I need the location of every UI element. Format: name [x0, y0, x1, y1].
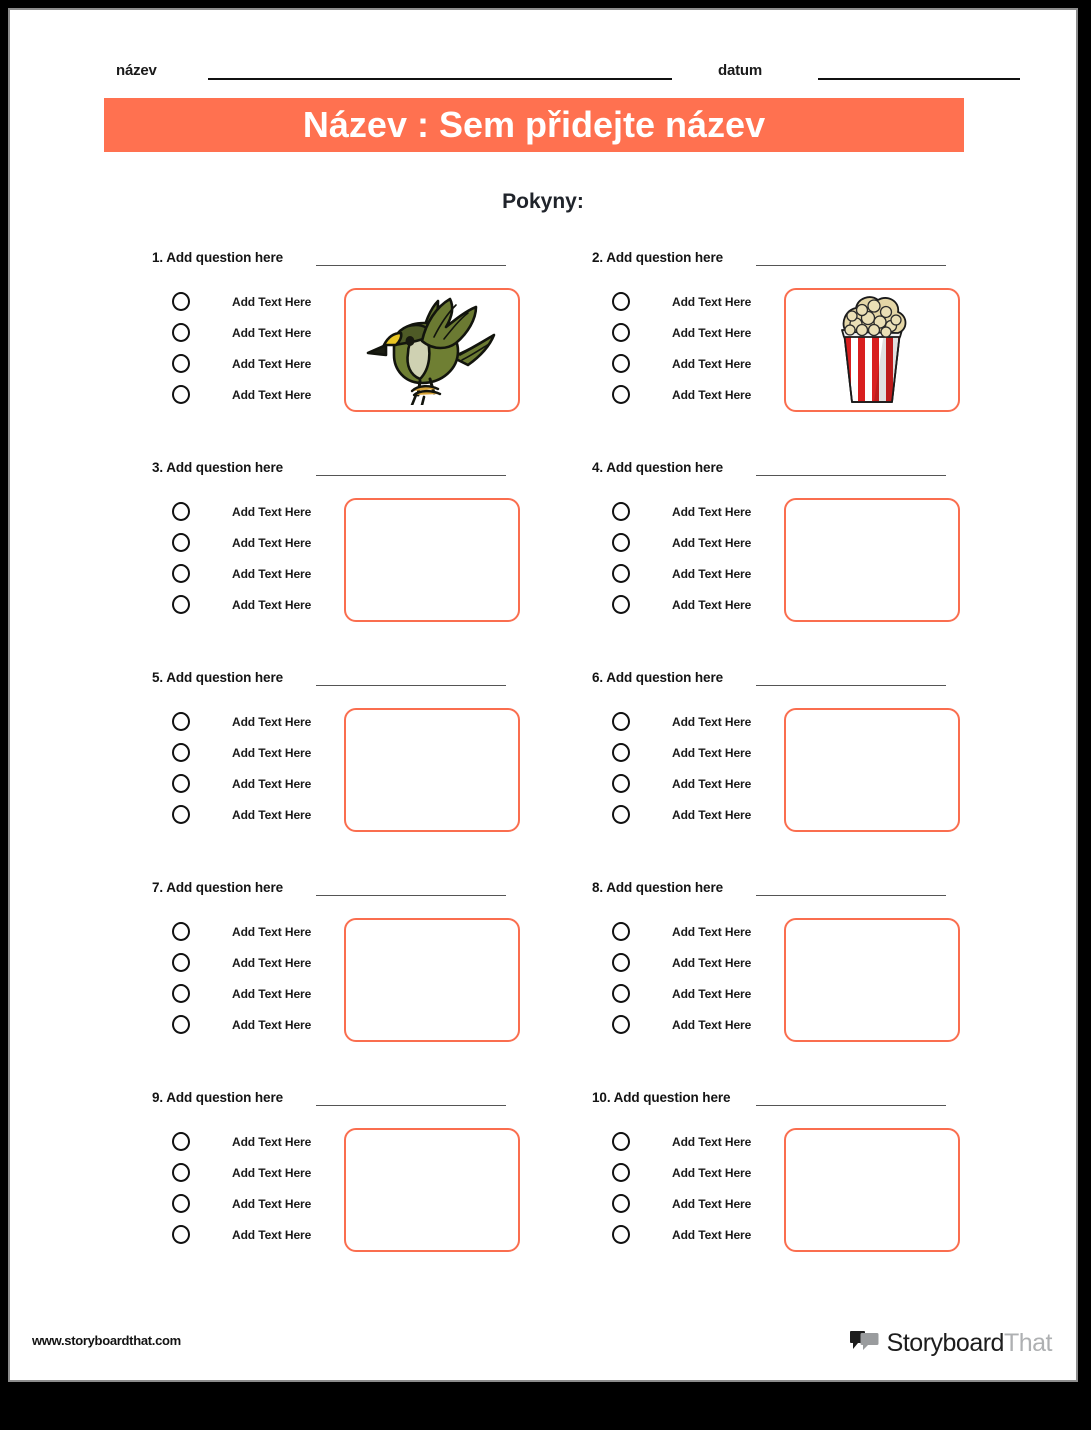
question-write-line[interactable]: [756, 475, 946, 476]
question-label: 5. Add question here: [152, 670, 284, 685]
answer-option-label: Add Text Here: [672, 777, 752, 791]
radio-circle-icon[interactable]: [172, 953, 190, 972]
question-row: [10, 452, 1076, 662]
question-header: [592, 460, 1032, 482]
answer-option-label: Add Text Here: [232, 1228, 312, 1242]
speech-bubbles-icon: [850, 1329, 880, 1358]
question-write-line[interactable]: [316, 265, 506, 266]
radio-circle-icon[interactable]: [612, 533, 630, 552]
question-block-7: [152, 872, 592, 1082]
answer-option-label: Add Text Here: [232, 715, 312, 729]
question-block-3: [152, 452, 592, 662]
question-block-1: [152, 242, 592, 452]
question-header: [592, 250, 1032, 272]
answer-option-label: Add Text Here: [232, 567, 312, 581]
radio-circle-icon[interactable]: [172, 922, 190, 941]
radio-circle-icon[interactable]: [172, 805, 190, 824]
question-block-6: [592, 662, 1032, 872]
radio-circle-icon[interactable]: [612, 984, 630, 1003]
answer-option-label: Add Text Here: [232, 956, 312, 970]
question-label: 10. Add question here: [592, 1090, 731, 1105]
answer-option-label: Add Text Here: [672, 388, 752, 402]
question-label: 2. Add question here: [592, 250, 724, 265]
question-block-2: [592, 242, 1032, 452]
answer-option-label: Add Text Here: [232, 925, 312, 939]
storyboardthat-logo[interactable]: [850, 1329, 1052, 1358]
radio-circle-icon[interactable]: [612, 743, 630, 762]
question-header: [152, 1090, 592, 1112]
footer-url[interactable]: www.storyboardthat.com: [32, 1333, 181, 1348]
question-write-line[interactable]: [316, 895, 506, 896]
answer-option-label: Add Text Here: [672, 956, 752, 970]
radio-circle-icon[interactable]: [612, 1225, 630, 1244]
question-label: 7. Add question here: [152, 880, 284, 895]
radio-circle-icon[interactable]: [612, 1015, 630, 1034]
name-label: název: [116, 62, 157, 79]
question-image-box[interactable]: [784, 288, 960, 412]
answer-option-label: Add Text Here: [232, 388, 312, 402]
answer-option-label: Add Text Here: [672, 326, 752, 340]
answer-option-label: Add Text Here: [672, 598, 752, 612]
radio-circle-icon[interactable]: [172, 1225, 190, 1244]
answer-option-label: Add Text Here: [232, 987, 312, 1001]
question-block-8: [592, 872, 1032, 1082]
question-header: [152, 670, 592, 692]
radio-circle-icon[interactable]: [172, 385, 190, 404]
logo-word-storyboard: Storyboard: [886, 1329, 1004, 1357]
question-label: 4. Add question here: [592, 460, 724, 475]
question-header: [592, 670, 1032, 692]
answer-option-label: Add Text Here: [672, 1018, 752, 1032]
question-row: [10, 1082, 1076, 1292]
name-date-row: [10, 58, 1076, 92]
question-header: [152, 460, 592, 482]
radio-circle-icon[interactable]: [172, 595, 190, 614]
question-row: [10, 872, 1076, 1082]
question-block-9: [152, 1082, 592, 1292]
questions-grid: [10, 242, 1076, 1292]
question-row: [10, 242, 1076, 452]
page-title: Název : Sem přidejte název: [302, 104, 766, 145]
answer-option-label: Add Text Here: [672, 808, 752, 822]
logo-wordmark: [887, 1331, 1052, 1356]
radio-circle-icon[interactable]: [612, 354, 630, 373]
answer-option-label: Add Text Here: [672, 1135, 752, 1149]
answer-option-label: Add Text Here: [232, 777, 312, 791]
question-header: [592, 880, 1032, 902]
radio-circle-icon[interactable]: [612, 595, 630, 614]
radio-circle-icon[interactable]: [172, 743, 190, 762]
answer-option-label: Add Text Here: [232, 295, 312, 309]
answer-image-box[interactable]: [784, 708, 960, 832]
answer-option-label: Add Text Here: [672, 987, 752, 1001]
question-write-line[interactable]: [756, 265, 946, 266]
answer-option-label: Add Text Here: [232, 536, 312, 550]
bird-illustration-svg: [364, 295, 500, 405]
radio-circle-icon[interactable]: [172, 564, 190, 583]
question-write-line[interactable]: [316, 1105, 506, 1106]
radio-circle-icon[interactable]: [612, 953, 630, 972]
answer-option-label: Add Text Here: [232, 1166, 312, 1180]
answer-image-box[interactable]: [784, 1128, 960, 1252]
answer-option-label: Add Text Here: [672, 505, 752, 519]
answer-option-label: Add Text Here: [672, 925, 752, 939]
radio-circle-icon[interactable]: [172, 533, 190, 552]
worksheet-page: [8, 8, 1078, 1382]
question-write-line[interactable]: [316, 475, 506, 476]
answer-option-label: Add Text Here: [232, 1018, 312, 1032]
answer-image-box[interactable]: [784, 498, 960, 622]
answer-option-label: Add Text Here: [672, 357, 752, 371]
answer-option-label: Add Text Here: [672, 567, 752, 581]
answer-option-label: Add Text Here: [672, 1166, 752, 1180]
question-row: [10, 662, 1076, 872]
answer-option-label: Add Text Here: [232, 505, 312, 519]
radio-circle-icon[interactable]: [172, 292, 190, 311]
answer-option-label: Add Text Here: [232, 357, 312, 371]
radio-circle-icon[interactable]: [612, 922, 630, 941]
radio-circle-icon[interactable]: [172, 774, 190, 793]
answer-option-label: Add Text Here: [232, 1197, 312, 1211]
answer-option-label: Add Text Here: [232, 808, 312, 822]
radio-circle-icon[interactable]: [612, 292, 630, 311]
radio-circle-icon[interactable]: [172, 1015, 190, 1034]
answer-image-box[interactable]: [784, 918, 960, 1042]
radio-circle-icon[interactable]: [612, 805, 630, 824]
answer-option-label: Add Text Here: [672, 1197, 752, 1211]
answer-option-label: Add Text Here: [672, 295, 752, 309]
radio-circle-icon[interactable]: [612, 1132, 630, 1151]
radio-circle-icon[interactable]: [172, 354, 190, 373]
radio-circle-icon[interactable]: [612, 323, 630, 342]
popcorn-illustration-svg: [822, 292, 922, 408]
answer-image-box[interactable]: [344, 918, 520, 1042]
question-write-line[interactable]: [756, 685, 946, 686]
question-block-4: [592, 452, 1032, 662]
answer-option-label: Add Text Here: [232, 746, 312, 760]
radio-circle-icon[interactable]: [172, 1163, 190, 1182]
radio-circle-icon[interactable]: [612, 564, 630, 583]
radio-circle-icon[interactable]: [612, 712, 630, 731]
answer-option-label: Add Text Here: [232, 326, 312, 340]
answer-image-box[interactable]: [344, 498, 520, 622]
radio-circle-icon[interactable]: [172, 712, 190, 731]
question-block-5: [152, 662, 592, 872]
answer-option-label: Add Text Here: [672, 746, 752, 760]
title-banner[interactable]: [104, 98, 964, 152]
logo-word-that: That: [1003, 1329, 1052, 1357]
question-write-line[interactable]: [756, 1105, 946, 1106]
radio-circle-icon[interactable]: [612, 502, 630, 521]
instructions-heading: Pokyny:: [502, 190, 584, 213]
question-write-line[interactable]: [756, 895, 946, 896]
answer-option-label: Add Text Here: [672, 1228, 752, 1242]
question-header: [592, 1090, 1032, 1112]
question-write-line[interactable]: [316, 685, 506, 686]
radio-circle-icon[interactable]: [612, 385, 630, 404]
radio-circle-icon[interactable]: [172, 1194, 190, 1213]
name-write-line[interactable]: [208, 78, 672, 80]
question-label: 9. Add question here: [152, 1090, 284, 1105]
radio-circle-icon[interactable]: [612, 1163, 630, 1182]
question-block-10: [592, 1082, 1032, 1292]
answer-option-label: Add Text Here: [232, 598, 312, 612]
answer-option-label: Add Text Here: [232, 1135, 312, 1149]
answer-option-label: Add Text Here: [672, 536, 752, 550]
radio-circle-icon[interactable]: [612, 774, 630, 793]
radio-circle-icon[interactable]: [172, 323, 190, 342]
date-label: datum: [718, 62, 763, 79]
question-header: [152, 880, 592, 902]
question-image-box[interactable]: [344, 288, 520, 412]
question-label: 6. Add question here: [592, 670, 724, 685]
radio-circle-icon[interactable]: [172, 502, 190, 521]
date-write-line[interactable]: [818, 78, 1020, 80]
answer-option-label: Add Text Here: [672, 715, 752, 729]
radio-circle-icon[interactable]: [612, 1194, 630, 1213]
answer-image-box[interactable]: [344, 708, 520, 832]
question-label: 3. Add question here: [152, 460, 284, 475]
question-label: 1. Add question here: [152, 250, 284, 265]
answer-image-box[interactable]: [344, 1128, 520, 1252]
question-label: 8. Add question here: [592, 880, 724, 895]
question-header: [152, 250, 592, 272]
radio-circle-icon[interactable]: [172, 984, 190, 1003]
radio-circle-icon[interactable]: [172, 1132, 190, 1151]
